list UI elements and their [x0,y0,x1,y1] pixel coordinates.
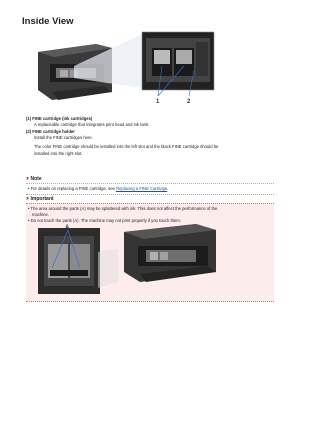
replacing-fine-cartridge-link[interactable]: Replacing a FINE Cartridge [116,186,168,191]
item-2-heading: (2) FINE cartridge holder [26,129,75,134]
item-2-body: Install the FINE cartridges here. [34,135,93,140]
callout-2: 2 [187,99,191,105]
printer-inside-illustration [34,30,216,110]
note-text: • For details on replacing a FINE cartridge, see Replacing a FINE Cartridge. [28,186,169,191]
important-bullet-1a: • The area around the parts (A) may be splattered with ink. This does not affect the performance of the [28,206,218,211]
item-1-heading: (1) FINE cartridge (ink cartridges) [26,116,93,121]
page-title: Inside View [22,16,74,27]
printer-open-illustration [110,222,222,286]
item-2-body-2b: installed into the right slot. [34,151,83,156]
important-heading: ››› Important [26,196,54,202]
note-heading: ››› Note [26,176,42,182]
label-a: A [65,225,70,231]
chevron-right-icon: ››› [26,196,28,202]
callout-1: 1 [156,99,160,105]
important-bullet-1b: machine. [32,212,49,217]
chevron-right-icon: ››› [26,176,28,182]
item-2-body-2a: The color FINE cartridge should be installed into the left slot and the black FINE cartridge should be [34,144,219,149]
item-1-body: A replaceable cartridge that integrates print head and ink tank. [34,122,150,127]
note-box [26,183,274,195]
important-bullet-2: • Do not touch the parts (A). The machine may not print properly if you touch them. [28,218,181,223]
